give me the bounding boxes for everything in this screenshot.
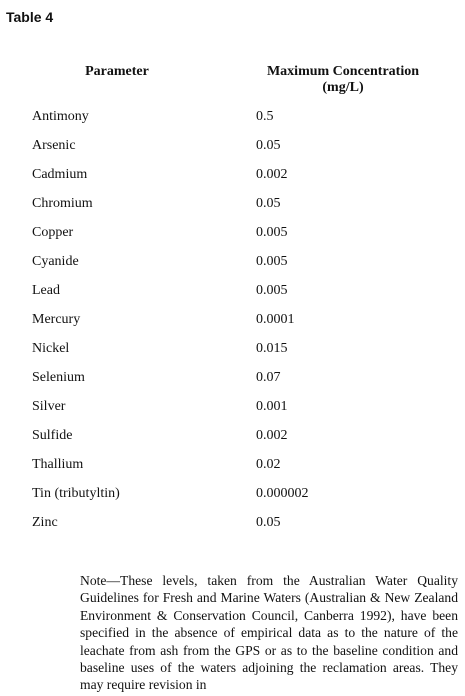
table-row [0, 484, 465, 513]
parameter-cell: Copper [32, 225, 74, 240]
column-header-parameter: Parameter [85, 64, 149, 79]
parameter-cell: Lead [32, 283, 60, 298]
value-cell: 0.0001 [256, 312, 295, 327]
parameter-cell: Sulfide [32, 428, 73, 443]
table-note: Note—These levels, taken from the Australian Water Quality Guidelines for Fresh and Marine Waters (Australian & New Zealand Environment & Conservation Council, Canberra 1992), have been specified in the absence of empirical data as to the nature of the leachate from ash from the GPS or as to the baseline condition and baseline uses of the waters adjoining the reclamation areas. They may require revision in [80, 573, 458, 693]
value-cell: 0.05 [256, 196, 281, 211]
table-row [0, 281, 465, 310]
table-label: Table 4 [6, 9, 54, 25]
table-row [0, 455, 465, 484]
value-cell: 0.001 [256, 399, 288, 414]
table-row [0, 310, 465, 339]
table-row [0, 513, 465, 542]
value-cell: 0.005 [256, 225, 288, 240]
value-cell: 0.5 [256, 109, 274, 124]
table-row [0, 223, 465, 252]
parameter-cell: Arsenic [32, 138, 76, 153]
concentration-table [0, 107, 465, 542]
table-row [0, 165, 465, 194]
parameter-cell: Thallium [32, 457, 84, 472]
parameter-cell: Mercury [32, 312, 81, 327]
parameter-cell: Antimony [32, 109, 89, 124]
table-row [0, 194, 465, 223]
value-cell: 0.005 [256, 283, 288, 298]
parameter-cell: Cyanide [32, 254, 79, 269]
table-row [0, 136, 465, 165]
parameter-cell: Tin (tributyltin) [32, 486, 120, 501]
table-row [0, 107, 465, 136]
column-header-max-concentration-unit: (mg/L) [322, 80, 364, 95]
column-header-max-concentration [243, 64, 443, 96]
parameter-cell: Selenium [32, 370, 85, 385]
table-row [0, 368, 465, 397]
parameter-cell: Zinc [32, 515, 58, 530]
value-cell: 0.05 [256, 515, 281, 530]
value-cell: 0.05 [256, 138, 281, 153]
table-row [0, 339, 465, 368]
parameter-cell: Nickel [32, 341, 70, 356]
table-row [0, 252, 465, 281]
parameter-cell: Silver [32, 399, 66, 414]
parameter-cell: Chromium [32, 196, 93, 211]
table-row [0, 426, 465, 455]
value-cell: 0.02 [256, 457, 281, 472]
value-cell: 0.015 [256, 341, 288, 356]
value-cell: 0.000002 [256, 486, 309, 501]
value-cell: 0.002 [256, 428, 288, 443]
value-cell: 0.005 [256, 254, 288, 269]
value-cell: 0.002 [256, 167, 288, 182]
column-header-max-concentration-title: Maximum Concentration [266, 64, 420, 79]
table-row [0, 397, 465, 426]
parameter-cell: Cadmium [32, 167, 88, 182]
value-cell: 0.07 [256, 370, 281, 385]
